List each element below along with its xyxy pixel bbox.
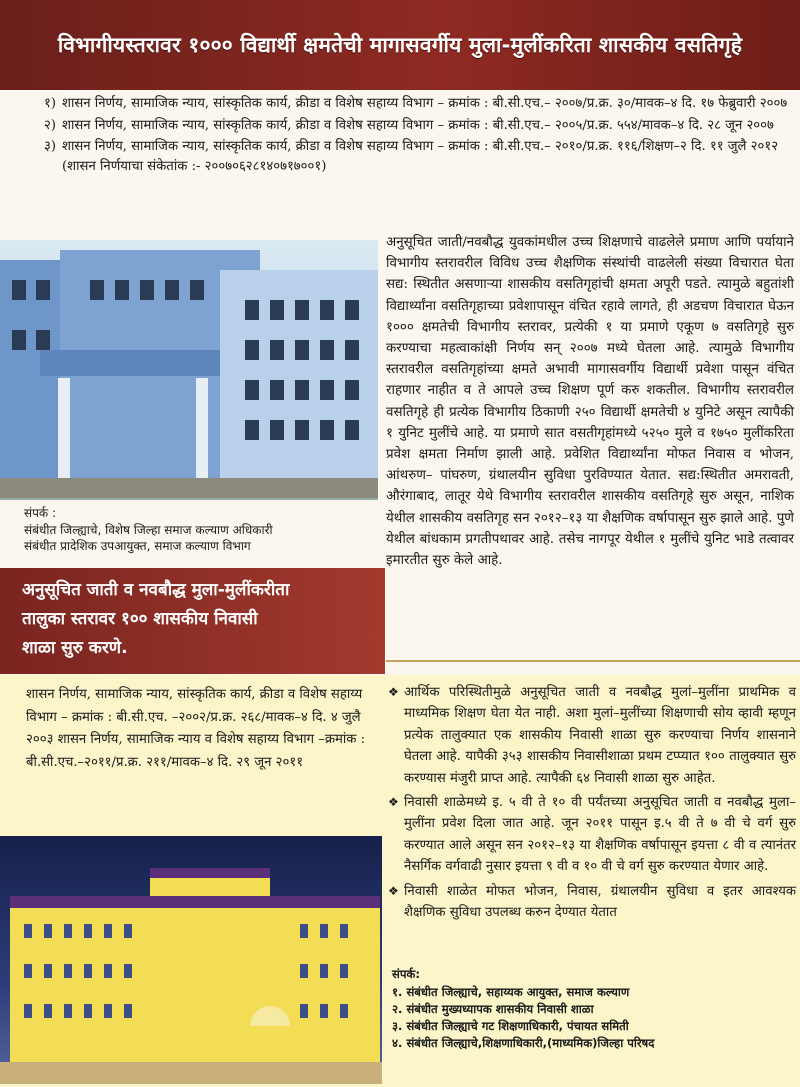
contact-line: १. संबंधीत जिल्ह्याचे, सहाय्यक आयुक्त, समाज कल्याण	[392, 985, 630, 999]
contact-line: २. संबंधीत मुख्यध्यापक शासकीय निवासी शाळा	[392, 1002, 594, 1016]
list-text: आर्थिक परिस्थितीमुळे अनुसूचित जाती व नवबौद्ध मुलां–मुलींना प्राथमिक व माध्यमिक शिक्षण घेता येत नाही. अशा मुलां–मुलींच्या शिक्षणाची सोय व्हावी म्हणून प्रत्येक तालुक्यात एक शासकीय निवासी शाळा सुरु करण्याचा निर्णय शासनाने घेतला आहे. यापैकी ३५३ शासकीय निवासीशाळा प्रथम टप्प्यात १०० तालुक्यात सुरु करण्यास मंजुरी प्राप्त आहे. त्यापैकी ६४ निवासी शाळा सुरु आहेत.	[404, 685, 796, 786]
list-item	[30, 137, 790, 176]
list-text: शासन निर्णय, सामाजिक न्याय, सांस्कृतिक कार्य, क्रीडा व विशेष सहाय्य विभाग – क्रमांक : बी.सी.एच.– २००५/प्र.क्र. ५५४/मावक–४ दि. २८ जून २००७	[62, 117, 774, 133]
contact-line: ३. संबंधीत जिल्ह्याचे गट शिक्षणाधिकारी, पंचायत समिती	[392, 1019, 629, 1033]
hostel-description-paragraph: अनुसूचित जाती/नवबौद्ध युवकांमधील उच्च शिक्षणाचे वाढलेले प्रमाण आणि पर्यायाने विभागीय स्तरावरील विविध उच्च शैक्षणिक संस्थांची वाढलेली संख्या विचारात घेता सद्य: स्थितीत असणाऱ्या शासकीय वसतिगृहांची क्षमता अपूरी पडते. त्यामुळे बहुतांशी विद्यार्थ्यांना वसतिगृहाच्या प्रवेशापासून वंचित रहावे लागते, ही अडचण विचारात घेऊन १००० क्षमतेची विभागीय स्तरावर, प्रत्येकी १ या प्रमाणे एकूण ७ वसतिगृहे सुरु करण्याचा महत्वाकांक्षी निर्णय सन् २००७ मध्ये घेतला आहे. त्यामुळे विभागीय स्तरावरील वसतिगृहांच्या क्षमते अभावी मागासवर्गीय विद्यार्थी प्रवेशा पासून वंचित राहणार नाहीत व ते आपले उच्च शिक्षण पूर्ण करु शकतील. विभागीय स्तरावरील वसतिगृहे ही प्रत्येक विभागीय ठिकाणी २५० विद्यार्थी क्षमतेची ४ युनिटे असून त्यापैकी १ युनिट मुलींचे आहे. या प्रमाणे सात वसतीगृहांमध्ये ५२५० मुले व १७५० मुलींकरिता प्रवेश क्षमता निर्माण झाली आहे. प्रवेशित विद्यार्थ्यांना मोफत निवास व भोजन, आंथरुण– पांघरुण, ग्रंथालयीन सुविधा पुरविण्यात येतात. सद्य:स्थितीत अमरावती, औरंगाबाद, लातूर येथे विभागीय स्तरावरील शासकीय वसतिगृहे सुरु असून, नाशिक येथील शासकीय वसतिगृह सन २०१२–१३ या शैक्षणिक वर्षापासून सुरु झाले आहे. पुणे येथील बांधकाम प्रगतीपथावर आहे. तसेच नागपूर येथील १ मुलींचे युनिट भाडे तत्वावर इमारतीत सुरु केले आहे.	[386, 235, 794, 569]
list-item	[30, 116, 790, 136]
government-resolution-list	[30, 94, 790, 178]
contact-title: संपर्क :	[24, 506, 57, 520]
hostel-building-photo	[0, 240, 378, 500]
contact-title: संपर्क:	[392, 967, 420, 981]
bullet-icon: ❖	[388, 685, 399, 699]
heading-line: अनुसूचित जाती व नवबौद्ध मुला-मुलींकरीता	[22, 580, 290, 600]
list-item	[388, 881, 796, 924]
list-number: २)	[43, 117, 56, 133]
bullet-icon: ❖	[388, 795, 399, 810]
list-item	[30, 94, 790, 114]
list-number: १)	[43, 96, 56, 111]
contact-line: ४. संबंधीत जिल्ह्याचे,शिक्षणाधिकारी,(माध्यमिक)जिल्हा परिषद	[392, 1036, 655, 1050]
list-text: शासन निर्णय, सामाजिक न्याय, सांस्कृतिक कार्य, क्रीडा व विशेष सहाय्य विभाग – क्रमांक : बी.सी.एच.– २००७/प्र.क्र. ३०/मावक–४ दि. १७ फेब्रुवारी २००७	[62, 96, 788, 111]
section-heading-schools	[0, 568, 385, 674]
heading-text: विभागीयस्तरावर १००० विद्यार्थी क्षमतेची मागासवर्गीय मुला-मुलींकरिता शासकीय वसतिगृहे	[57, 33, 743, 57]
heading-line: तालुका स्तरावर १०० शासकीय निवासी	[22, 609, 258, 629]
school-building-photo	[0, 836, 382, 1084]
contact-line: संबंधीत प्रादेशिक उपआयुक्त, समाज कल्याण विभाग	[24, 539, 251, 553]
government-resolution-text: शासन निर्णय, सामाजिक न्याय, सांस्कृतिक कार्य, क्रीडा व विशेष सहाय्य विभाग – क्रमांक : बी.सी.एच. –२००२/प्र.क्र. २६८/मावक–४ दि. ४ जुलै २००३ शासन निर्णय, सामाजिक न्याय व विशेष सहाय्य विभाग –क्रमांक : बी.सी.एच.–२०११/प्र.क्र. २११/मावक–४ दि. २९ जून २०११	[26, 687, 366, 770]
list-number: ३)	[43, 139, 56, 154]
contact-line: संबंधीत जिल्ह्याचे, विशेष जिल्हा समाज कल्याण अधिकारी	[24, 522, 273, 537]
contact-block-hostels	[24, 505, 384, 555]
list-text: शासन निर्णय, सामाजिक न्याय, सांस्कृतिक कार्य, क्रीडा व विशेष सहाय्य विभाग – क्रमांक : बी.सी.एच.– २०१०/प्र.क्र. ११६/शिक्षण–२ दि. ११ जुलै २०१२ (शासन निर्णयाचा संकेतांक :- २००७०६२८१४०७१७००१)	[62, 139, 779, 174]
list-item	[388, 682, 796, 789]
list-item	[388, 792, 796, 878]
heading-line: शाळा सुरु करणे.	[22, 638, 128, 658]
section-heading-hostels	[0, 0, 800, 90]
bullet-icon: ❖	[388, 883, 399, 898]
schools-bullet-list	[388, 682, 796, 926]
list-text: निवासी शाळेमध्ये इ. ५ वी ते १० वी पर्यंतच्या अनुसूचित जाती व नवबौद्ध मुला–मुलींना प्रवेश दिला जात आहे. जून २०११ पासून इ.५ वी ते ७ वी चे वर्ग सुरु करण्यात आले असून सन २०१२–१३ या शैक्षणिक वर्षापासून इयत्ता ८ वी व त्यानंतर नैसर्गिक वर्गवाढी नुसार इयत्ता ९ वी व १० वी चे वर्ग सुरु करण्यात येणार आहे.	[404, 795, 796, 875]
contact-block-schools	[392, 966, 792, 1052]
divider	[386, 660, 800, 662]
list-text: निवासी शाळेत मोफत भोजन, निवास, ग्रंथालयीन सुविधा व इतर आवश्यक शैक्षणिक सुविधा उपलब्ध करुन देण्यात येतात	[404, 883, 796, 921]
